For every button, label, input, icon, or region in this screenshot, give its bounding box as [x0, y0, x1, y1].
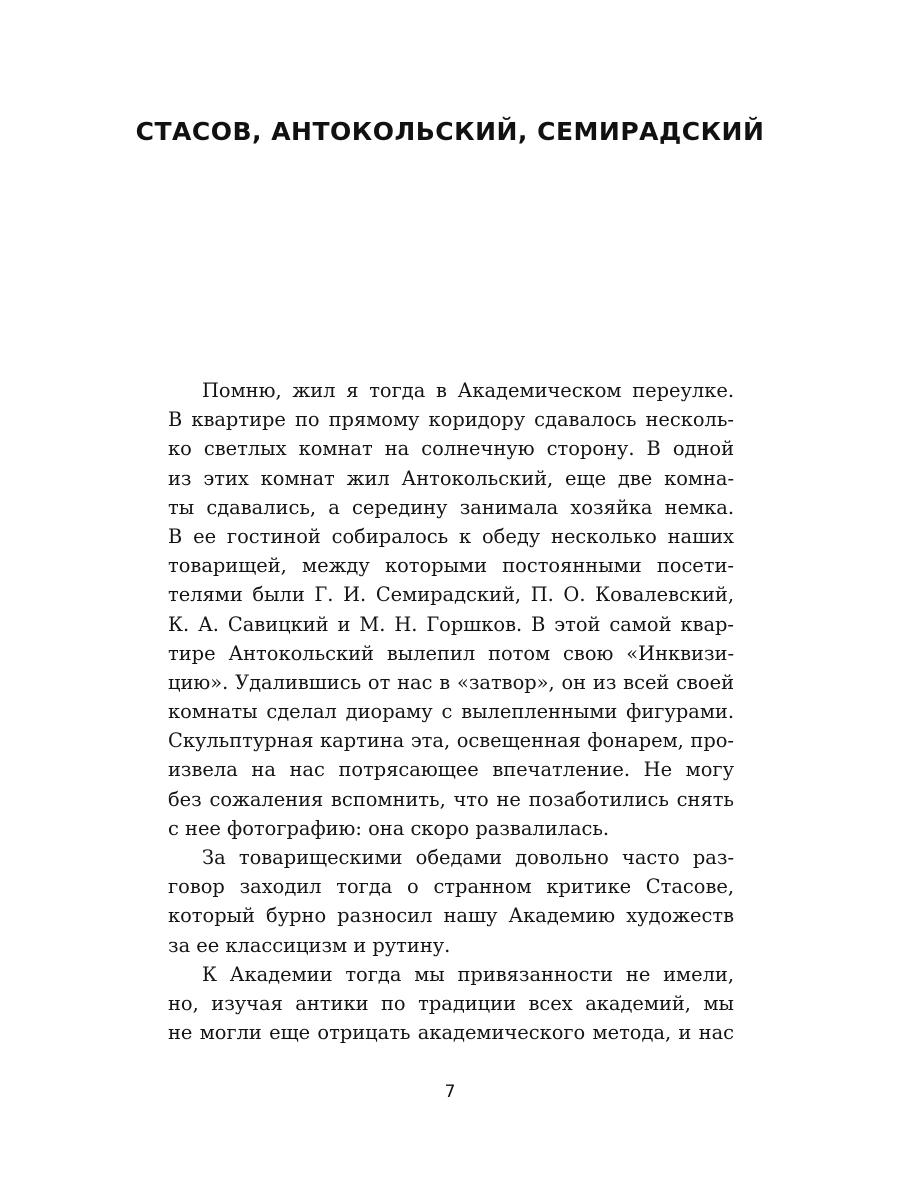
page-number: 7	[444, 1082, 456, 1102]
paragraph-2-line-2: говор заходил тогда о странном критике Стасове,	[168, 875, 734, 899]
paragraph-1-line-2: В квартире по прямому коридору сдавалось несколь-	[168, 408, 734, 432]
chapter-title: СТАСОВ, АНТОКОЛЬСКИЙ, СЕМИРАДСКИЙ	[135, 117, 765, 146]
paragraph-1-line-4: из этих комнат жил Антокольский, еще две комна-	[168, 466, 734, 490]
paragraph-3-line-2: но, изучая антики по традиции всех академий, мы	[168, 991, 734, 1015]
paragraph-1-line-13: Скульптурная картина эта, освещенная фонарем, про-	[168, 729, 734, 753]
paragraph-1-line-7: товарищей, между которыми постоянными посети-	[168, 554, 734, 578]
paragraph-1-line-15: без сожаления вспомнить, что не позаботились снять	[168, 787, 734, 811]
paragraph-1-line-16: с нее фотографию: она скоро развалилась.	[168, 816, 610, 840]
paragraph-1-line-5: ты сдавались, а середину занимала хозяйка немка.	[168, 495, 734, 519]
paragraph-1-line-14: извела на нас потрясающее впечатление. Не могу	[168, 758, 734, 782]
paragraph-1-line-1: Помню, жил я тогда в Академическом переулке.	[202, 379, 734, 402]
paragraph-3-line-1: К Академии тогда мы привязанности не имели,	[202, 962, 734, 986]
body-text	[168, 376, 734, 1047]
paragraph-1-line-11: цию». Удалившись от нас в «затвор», он из всей своей	[168, 670, 734, 694]
paragraph-1-line-12: комнаты сделал диораму с вылепленными фигурами.	[168, 700, 734, 724]
paragraph-1-line-6: В ее гостиной собиралось к обеду несколько наших	[168, 524, 734, 548]
paragraph-2-line-3: который бурно разносил нашу Академию художеств	[168, 904, 734, 928]
paragraph-1-line-10: тире Антокольский вылепил потом свою «Инквизи-	[168, 641, 734, 665]
paragraph-1-line-3: ко светлых комнат на солнечную сторону. В одной	[168, 437, 734, 461]
paragraph-1-line-8: телями были Г. И. Семирадский, П. О. Ковалевский,	[168, 583, 734, 607]
paragraph-2-line-1: За товарищескими обедами довольно часто раз-	[202, 846, 734, 869]
paragraph-2-line-4: за ее классицизм и рутину.	[168, 933, 451, 957]
paragraph-1-line-9: К. А. Савицкий и М. Н. Горшков. В этой самой квар-	[168, 612, 734, 636]
paragraph-3-line-3: не могли еще отрицать академического метода, и нас	[168, 1021, 734, 1045]
